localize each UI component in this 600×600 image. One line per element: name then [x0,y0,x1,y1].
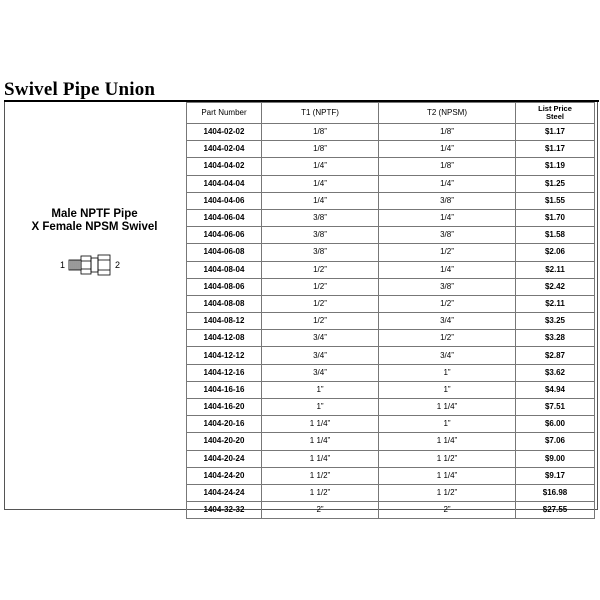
table-row [187,313,595,330]
t2-cell: 1 1/2” [379,484,516,501]
price-cell: $1.19 [516,158,595,175]
table-row [187,158,595,175]
price-cell: $2.06 [516,244,595,261]
part-number-cell: 1404-32-32 [187,502,262,519]
header-t1: T1 (NPTF) [262,103,379,124]
t2-cell: 1/4” [379,175,516,192]
t2-cell: 1/4” [379,209,516,226]
t1-cell: 1/2” [262,278,379,295]
table-row [187,124,595,141]
part-number-cell: 1404-02-02 [187,124,262,141]
price-cell: $7.06 [516,433,595,450]
price-cell: $2.87 [516,347,595,364]
t2-cell: 3/8” [379,227,516,244]
t2-cell: 3/8” [379,192,516,209]
table-row [187,141,595,158]
price-cell: $1.25 [516,175,595,192]
t2-cell: 1” [379,416,516,433]
part-number-cell: 1404-08-06 [187,278,262,295]
t2-cell: 1/2” [379,244,516,261]
price-cell: $9.00 [516,450,595,467]
t1-cell: 1” [262,381,379,398]
table-row [187,416,595,433]
page-title: Swivel Pipe Union [4,79,156,100]
t1-cell: 2” [262,502,379,519]
part-number-cell: 1404-24-24 [187,484,262,501]
price-cell: $3.25 [516,313,595,330]
part-number-cell: 1404-12-08 [187,330,262,347]
table-row [187,192,595,209]
fitting-drawing [60,252,140,278]
part-number-cell: 1404-06-04 [187,209,262,226]
price-cell: $1.58 [516,227,595,244]
price-cell: $1.55 [516,192,595,209]
t2-cell: 1/8” [379,158,516,175]
price-cell: $2.11 [516,261,595,278]
product-name [4,208,185,234]
t1-cell: 3/8” [262,209,379,226]
product-panel [4,102,185,510]
part-number-cell: 1404-08-04 [187,261,262,278]
t1-cell: 3/4” [262,330,379,347]
t2-cell: 2” [379,502,516,519]
table-row [187,175,595,192]
t1-cell: 1/4” [262,158,379,175]
price-cell: $4.94 [516,381,595,398]
parts-table [186,102,595,519]
t2-cell: 1/2” [379,330,516,347]
part-number-cell: 1404-04-06 [187,192,262,209]
table-row [187,502,595,519]
header-price-line2: Steel [546,112,564,121]
price-cell: $2.11 [516,295,595,312]
t1-cell: 1/2” [262,313,379,330]
port-label-2: 2 [115,260,121,270]
part-number-cell: 1404-20-16 [187,416,262,433]
price-cell: $3.28 [516,330,595,347]
price-cell: $3.62 [516,364,595,381]
table-row [187,209,595,226]
part-number-cell: 1404-06-08 [187,244,262,261]
t1-cell: 1 1/4” [262,416,379,433]
t1-cell: 1/4” [262,192,379,209]
table-row [187,381,595,398]
t2-cell: 3/4” [379,313,516,330]
part-number-cell: 1404-02-04 [187,141,262,158]
t1-cell: 1 1/4” [262,450,379,467]
table-row [187,244,595,261]
part-number-cell: 1404-04-02 [187,158,262,175]
header-t2: T2 (NPSM) [379,103,516,124]
price-cell: $9.17 [516,467,595,484]
t1-cell: 1 1/2” [262,467,379,484]
table-row [187,330,595,347]
price-cell: $16.98 [516,484,595,501]
price-cell: $2.42 [516,278,595,295]
port-label-1: 1 [60,260,66,270]
t2-cell: 1/2” [379,295,516,312]
t2-cell: 1 1/4” [379,467,516,484]
price-cell: $7.51 [516,399,595,416]
table-row [187,450,595,467]
table-row [187,278,595,295]
t2-cell: 1 1/4” [379,433,516,450]
price-cell: $1.70 [516,209,595,226]
table-body [187,124,595,519]
t1-cell: 1/2” [262,295,379,312]
price-cell: $6.00 [516,416,595,433]
t1-cell: 1/2” [262,261,379,278]
part-number-cell: 1404-04-04 [187,175,262,192]
table-row [187,467,595,484]
part-number-cell: 1404-06-06 [187,227,262,244]
t2-cell: 3/8” [379,278,516,295]
header-price [516,103,595,124]
t1-cell: 3/4” [262,347,379,364]
t1-cell: 1 1/2” [262,484,379,501]
part-number-cell: 1404-12-12 [187,347,262,364]
product-name-line1: Male NPTF Pipe [51,208,138,220]
t2-cell: 1” [379,381,516,398]
t2-cell: 1” [379,364,516,381]
t1-cell: 1 1/4” [262,433,379,450]
part-number-cell: 1404-24-20 [187,467,262,484]
pipe-union-fitting-icon [60,252,140,278]
part-number-cell: 1404-16-16 [187,381,262,398]
header-part-number: Part Number [187,103,262,124]
price-cell: $27.55 [516,502,595,519]
part-number-cell: 1404-08-12 [187,313,262,330]
t2-cell: 3/4” [379,347,516,364]
t2-cell: 1/4” [379,261,516,278]
t1-cell: 1” [262,399,379,416]
t2-cell: 1/4” [379,141,516,158]
t2-cell: 1 1/2” [379,450,516,467]
header-price-line1: List Price [538,104,572,113]
table-row [187,433,595,450]
table-row [187,261,595,278]
part-number-cell: 1404-12-16 [187,364,262,381]
table-row [187,295,595,312]
table-row [187,227,595,244]
part-number-cell: 1404-20-24 [187,450,262,467]
part-number-cell: 1404-08-08 [187,295,262,312]
t1-cell: 1/4” [262,175,379,192]
t1-cell: 3/8” [262,244,379,261]
t1-cell: 1/8” [262,141,379,158]
price-cell: $1.17 [516,124,595,141]
t1-cell: 3/8” [262,227,379,244]
table-row [187,484,595,501]
t1-cell: 1/8” [262,124,379,141]
t2-cell: 1/8” [379,124,516,141]
product-name-line2: X Female NPSM Swivel [31,221,158,233]
t2-cell: 1 1/4” [379,399,516,416]
part-number-cell: 1404-20-20 [187,433,262,450]
t1-cell: 3/4” [262,364,379,381]
price-cell: $1.17 [516,141,595,158]
part-number-cell: 1404-16-20 [187,399,262,416]
table-row [187,364,595,381]
table-row [187,399,595,416]
table-header-row [187,103,595,124]
table-row [187,347,595,364]
